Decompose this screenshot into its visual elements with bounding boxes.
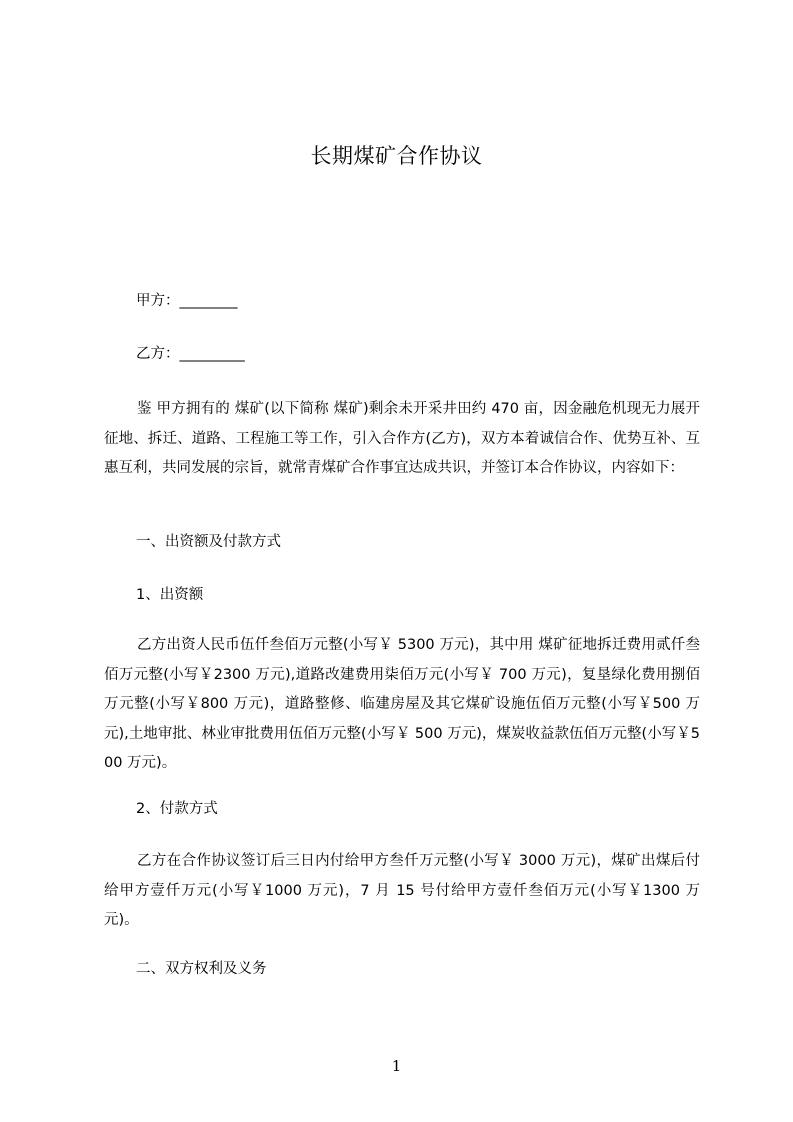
document-title: 长期煤矿合作协议 xyxy=(310,144,483,168)
section-1-1-heading: 1、出资额 xyxy=(136,587,204,603)
section-1-2-heading: 2、付款方式 xyxy=(136,801,218,817)
intro-paragraph: 鉴 甲方拥有的 煤矿(以下简称 煤矿)剩余未开采井田约 470 亩，因金融危机现无力展开征地、拆迁、道路、工程施工等工作，引入合作方(乙方)，双方本着诚信合作、优势互补、互惠互利，共同发展的宗旨，就常青煤矿合作事宜达成共识，并签订本合作协议，内容如下： xyxy=(104,401,700,476)
section-1-1-paragraph: 乙方出资人民币伍仟叁佰万元整(小写￥ 5300 万元)，其中用 煤矿征地拆迁费用贰仟叁佰万元整(小写￥2300 万元),道路改建费用柒佰万元(小写￥ 700 万元)，复垦绿化费用捌佰万元整(小写￥800 万元)，道路整修、临建房屋及其它煤矿设施伍佰万元整(小写￥500 万元),土地审批、林业审批费用伍佰万元整(小写￥ 500 万元)，煤炭收益款伍佰万元整(小写￥500 万元)。 xyxy=(104,637,700,771)
section-1-2-paragraph: 乙方在合作协议签订后三日内付给甲方叁仟万元整(小写￥ 3000 万元)，煤矿出煤后付给甲方壹仟万元(小写￥1000 万元)，7 月 15 号付给甲方壹仟叁佰万元(小写￥1300 万元)。 xyxy=(104,853,700,928)
section-2-heading: 二、双方权利及义务 xyxy=(136,961,267,977)
party-b-line: 乙方：_________ xyxy=(136,346,245,362)
party-a-line: 甲方：________ xyxy=(136,293,238,309)
page-number: 1 xyxy=(391,1057,402,1075)
section-1-heading: 一、出资额及付款方式 xyxy=(136,534,281,550)
